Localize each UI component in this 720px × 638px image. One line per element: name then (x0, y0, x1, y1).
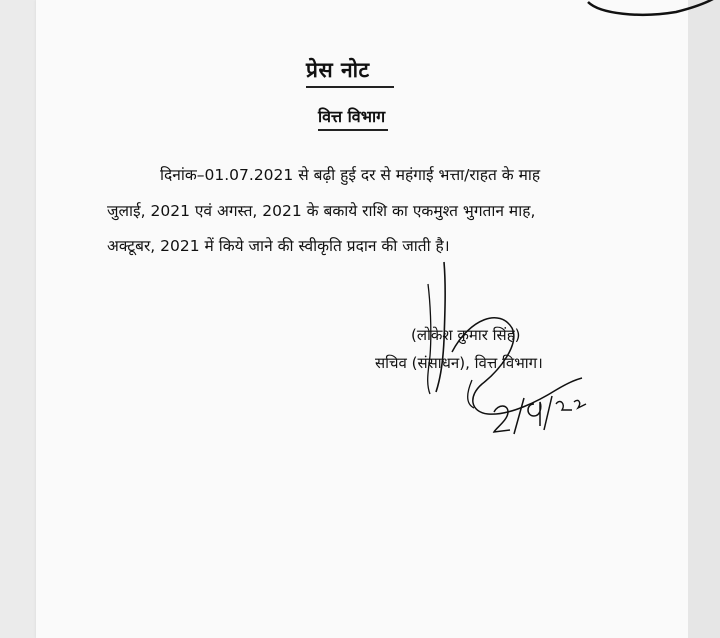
department-underline (318, 129, 388, 131)
page-title: प्रेस नोट (306, 58, 370, 82)
body-line-3: अक्टूबर, 2021 में किये जाने की स्वीकृति प्रदान की जाती है। (107, 237, 450, 255)
page-edge-shadow (688, 0, 720, 638)
paper-sheet (36, 0, 688, 638)
signatory-designation: सचिव (संसाधन), वित्त विभाग। (375, 354, 543, 372)
signatory-name: (लोकेश कुमार सिंह) (411, 326, 521, 344)
department-heading: वित्त विभाग (318, 107, 386, 126)
title-underline (306, 86, 394, 88)
body-line-2: जुलाई, 2021 एवं अगस्त, 2021 के बकाये राशि का एकमुश्त भुगतान माह, (107, 202, 536, 220)
body-line-1: दिनांक–01.07.2021 से बढ़ी हुई दर से महंगाई भत्ता/राहत के माह (160, 166, 541, 184)
